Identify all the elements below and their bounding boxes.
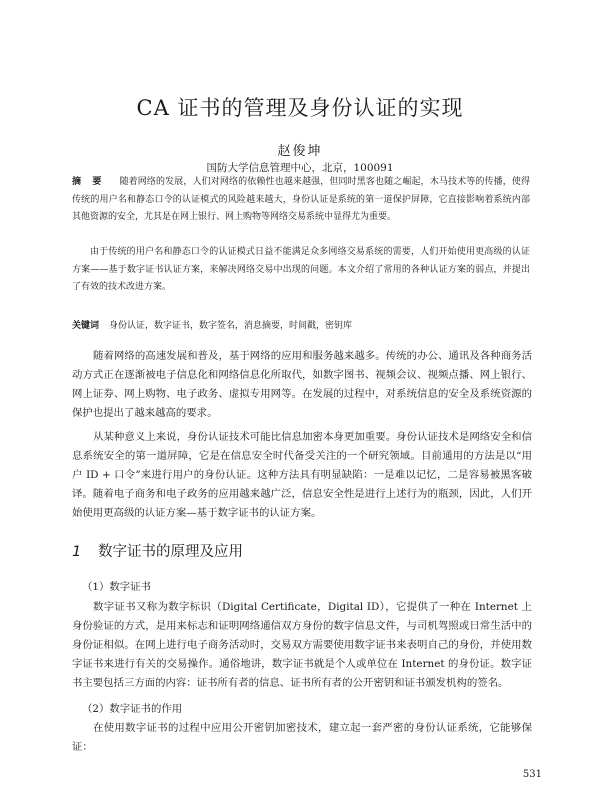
section-title: 数字证书的原理及应用 <box>98 544 243 560</box>
abstract-paragraph-2: 由于传统的用户名和静态口令的认证模式日益不能满足众多网络交易系统的需要，人们开始使用更高级的认证方案——基于数字证书认证方案，来解决网络交易中出现的问题。本文介绍了常用的各种认证方案的弱点，并提出了有效的技术改进方案。 <box>72 247 530 292</box>
body-paragraph-1: 随着网络的高速发展和普及，基于网络的应用和服务越来越多。传统的办公、通讯及各种商务活动方式正在逐渐被电子信息化和网络信息化所取代，如数字图书、视频会议、视频点播、网上银行、网上证券、网上购物、电子政务、虚拟专用网等。在发展的过程中，对系统信息的安全及系统资源的保护也提出了越来越高的要求。 <box>72 350 532 419</box>
keywords-text: 身份认证，数字证书，数字签名，消息摘要，时间戳，密钥库 <box>109 321 353 331</box>
keywords <box>72 318 530 335</box>
author-name: 赵俊坤 <box>277 144 323 159</box>
body-paragraph-2: 从某种意义上来说，身份认证技术可能比信息加密本身更加重要。身份认证技术是网络安全和信息系统安全的第一道屏障，它是在信息安全时代备受关注的一个研究领域。目前通用的方法是以“用户 ID + 口令”来进行用户的身份认证。这种方法具有明显缺陷：一是难以记忆，二是容易被黑客破译。随着电子商务和电子政务的应用越来越广泛，信息安全性是进行上述行为的瓶颈，因此，人们开始使用更高级的认证方案—基于数字证书的认证方案。 <box>72 431 532 519</box>
author-affiliation: 国防大学信息管理中心，北京，100091 <box>206 162 394 174</box>
body-paragraph-4: 在使用数字证书的过程中应用公开密钥加密技术，建立起一套严密的身份认证系统，它能够保证： <box>72 722 532 753</box>
subsection-heading-2: （2）数字证书的作用 <box>82 703 183 715</box>
section-number: 1 <box>72 544 82 560</box>
keywords-label: 关键词 <box>72 321 100 331</box>
page-title: CA 证书的管理及身份认证的实现 <box>136 96 464 120</box>
abstract-label: 摘 要 <box>72 177 106 187</box>
body-paragraph-3: 数字证书又称为数字标识（Digital Certificate，Digital ID），它提供了一种在 Internet 上身份验证的方式，是用来标志和证明网络通信双方身份的数字信息文件，与司机驾照或日常生活中的身份证相似。在网上进行电子商务活动时，交易双方需要使用数字证书来表明自己的身份，并使用数字证书来进行有关的交易操作。通俗地讲，数字证书就是个人或单位在 Internet 的身份证。数字证书主要包括三方面的内容：证书所有者的信息、证书所有者的公开密钥和证书颁发机构的签名。 <box>72 601 532 689</box>
abstract-paragraph-1 <box>72 174 530 227</box>
subsection-heading-1: （1）数字证书 <box>82 581 151 593</box>
abstract-text-1: 随着网络的发展，人们对网络的依赖性也越来越强，但同时黑客也随之崛起，木马技术等的传播，使得传统的用户名和静态口令的认证模式的风险越来越大，身份认证是系统的第一道保护屏障，它直接影响着系统内部其他资源的安全，尤其是在网上银行、网上购物等网络交易系统中显得尤为重要。 <box>72 177 530 222</box>
page-number: 531 <box>522 769 542 780</box>
section-heading <box>72 540 532 561</box>
